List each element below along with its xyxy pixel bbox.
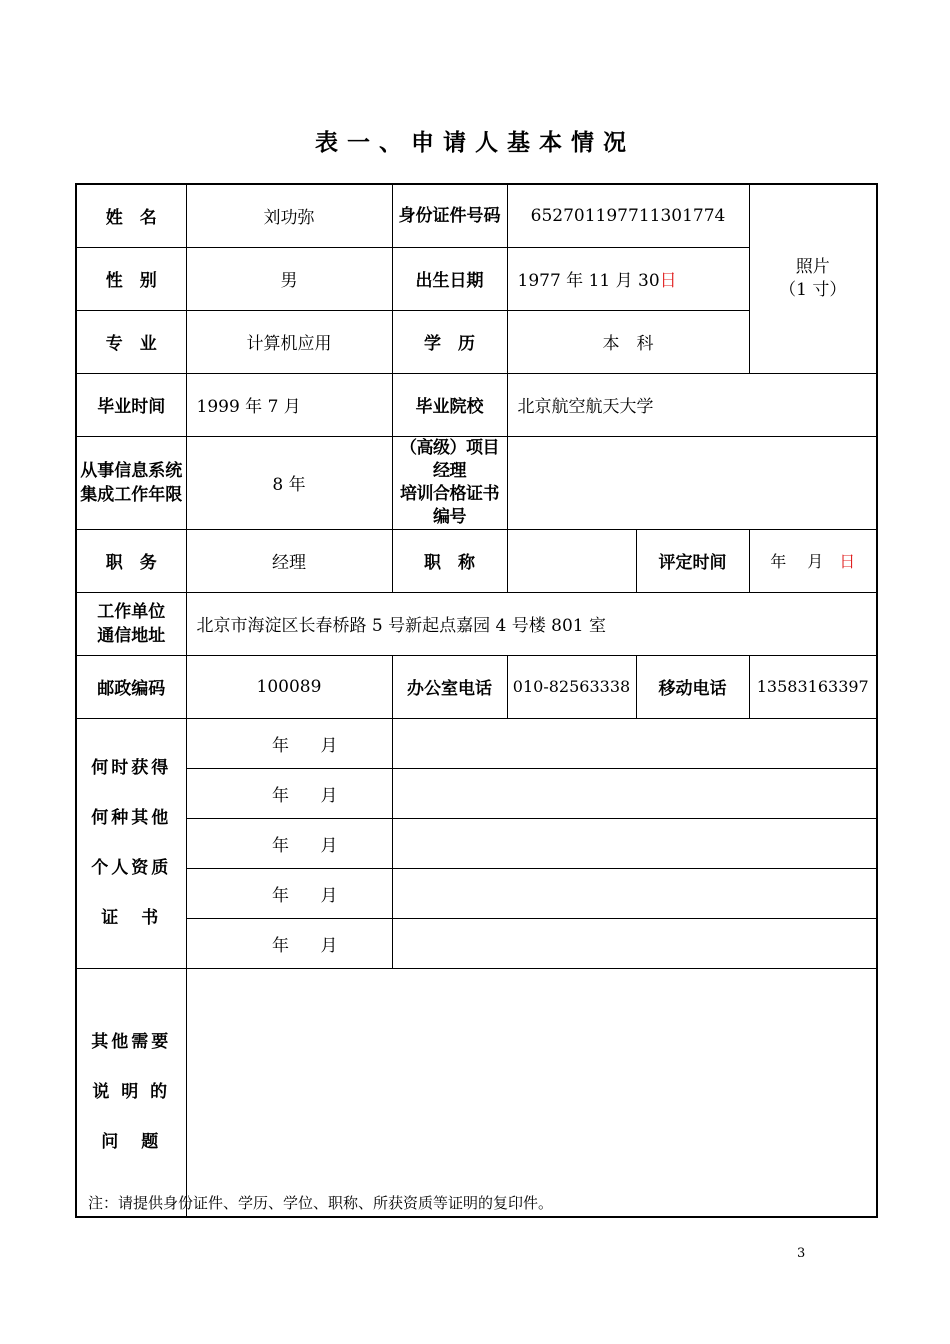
cert-row <box>76 868 877 918</box>
major-value: 计算机应用 <box>186 310 392 373</box>
other-content <box>186 968 877 1217</box>
cert-year: 年 <box>272 885 289 906</box>
other-label-line2: 说 明 的 <box>92 1082 171 1103</box>
mobile-label: 移动电话 <box>636 655 749 718</box>
title-rank-value <box>507 529 636 592</box>
assessed-ym: 年 月 <box>770 552 824 571</box>
cert-number-value <box>507 436 877 529</box>
certs-label <box>76 718 186 968</box>
row-experience <box>76 436 877 529</box>
cert-desc <box>392 818 877 868</box>
cert-number-label <box>392 436 507 529</box>
cert-date <box>186 918 392 968</box>
cert-desc <box>392 718 877 768</box>
row-contact <box>76 655 877 718</box>
id-number-label: 身份证件号码 <box>392 184 507 247</box>
cert-row <box>76 818 877 868</box>
cert-desc <box>392 868 877 918</box>
address-label-line1: 工作单位 <box>97 601 166 622</box>
position-value: 经理 <box>186 529 392 592</box>
other-label-line1: 其他需要 <box>91 1032 172 1053</box>
certs-label-line1: 何时获得 <box>91 758 172 778</box>
cert-number-label-line2: 培训合格证书编号 <box>400 483 499 527</box>
cert-number-label-line1: （高级）项目经理 <box>400 437 499 481</box>
address-value: 北京市海淀区长春桥路 5 号新起点嘉园 4 号楼 801 室 <box>186 592 877 655</box>
position-label: 职 务 <box>76 529 186 592</box>
education-value: 本 科 <box>507 310 749 373</box>
graduation-time-label: 毕业时间 <box>76 373 186 436</box>
row-name <box>76 184 877 247</box>
gender-label: 性 别 <box>76 247 186 310</box>
cert-month: 月 <box>320 835 338 856</box>
cert-date <box>186 718 392 768</box>
cert-date <box>186 768 392 818</box>
years-label <box>76 436 186 529</box>
cert-date <box>186 868 392 918</box>
cert-row <box>76 918 877 968</box>
cert-month: 月 <box>320 785 338 806</box>
photo-size: （1 寸） <box>779 279 847 300</box>
cert-row <box>76 768 877 818</box>
cert-year: 年 <box>272 735 289 756</box>
mobile-value: 13583163397 <box>749 655 877 718</box>
row-graduation <box>76 373 877 436</box>
years-label-line1: 从事信息系统 <box>80 460 183 481</box>
photo-box <box>749 184 877 373</box>
row-position <box>76 529 877 592</box>
birth-date-value <box>507 247 749 310</box>
years-value: 8 年 <box>186 436 392 529</box>
cert-month: 月 <box>320 885 338 906</box>
certs-label-line3: 个人资质 <box>91 858 172 878</box>
cert-month: 月 <box>320 735 338 756</box>
birth-date-main: 1977 年 11 月 30 <box>517 271 660 291</box>
postcode-label: 邮政编码 <box>76 655 186 718</box>
row-other <box>76 968 877 1217</box>
address-label-line2: 通信地址 <box>97 625 166 646</box>
address-label <box>76 592 186 655</box>
cert-desc <box>392 918 877 968</box>
cert-date <box>186 818 392 868</box>
cert-desc <box>392 768 877 818</box>
postcode-value: 100089 <box>186 655 392 718</box>
assessed-time-label: 评定时间 <box>636 529 749 592</box>
cert-month: 月 <box>320 935 338 956</box>
certs-label-line4: 证 书 <box>101 908 162 928</box>
photo-label: 照片 <box>795 256 830 277</box>
footnote: 注：请提供身份证件、学历、学位、职称、所获资质等证明的复印件。 <box>88 1194 554 1212</box>
office-phone-value: 010-82563338 <box>507 655 636 718</box>
row-address <box>76 592 877 655</box>
birth-date-label: 出生日期 <box>392 247 507 310</box>
title-rank-label: 职 称 <box>392 529 507 592</box>
id-number-value: 652701197711301774 <box>507 184 749 247</box>
page-number: 3 <box>797 1246 806 1261</box>
cert-year: 年 <box>272 785 289 806</box>
birth-date-day: 日 <box>659 271 677 291</box>
name-label: 姓 名 <box>76 184 186 247</box>
name-value: 刘功弥 <box>186 184 392 247</box>
cert-year: 年 <box>272 835 289 856</box>
assessed-day: 日 <box>839 552 856 571</box>
cert-year: 年 <box>272 935 289 956</box>
cert-row <box>76 718 877 768</box>
graduation-school-value: 北京航空航天大学 <box>507 373 877 436</box>
years-label-line2: 集成工作年限 <box>80 484 183 505</box>
major-label: 专 业 <box>76 310 186 373</box>
office-phone-label: 办公室电话 <box>392 655 507 718</box>
assessed-time-value <box>749 529 877 592</box>
certs-label-line2: 何种其他 <box>91 808 172 828</box>
other-label <box>76 968 186 1217</box>
gender-value: 男 <box>186 247 392 310</box>
graduation-school-label: 毕业院校 <box>392 373 507 436</box>
other-label-line3: 问 题 <box>101 1132 162 1153</box>
form-title: 表一、申请人基本情况 <box>315 130 635 156</box>
education-label: 学 历 <box>392 310 507 373</box>
applicant-info-table <box>75 183 878 1218</box>
graduation-time-value: 1999 年 7 月 <box>186 373 392 436</box>
